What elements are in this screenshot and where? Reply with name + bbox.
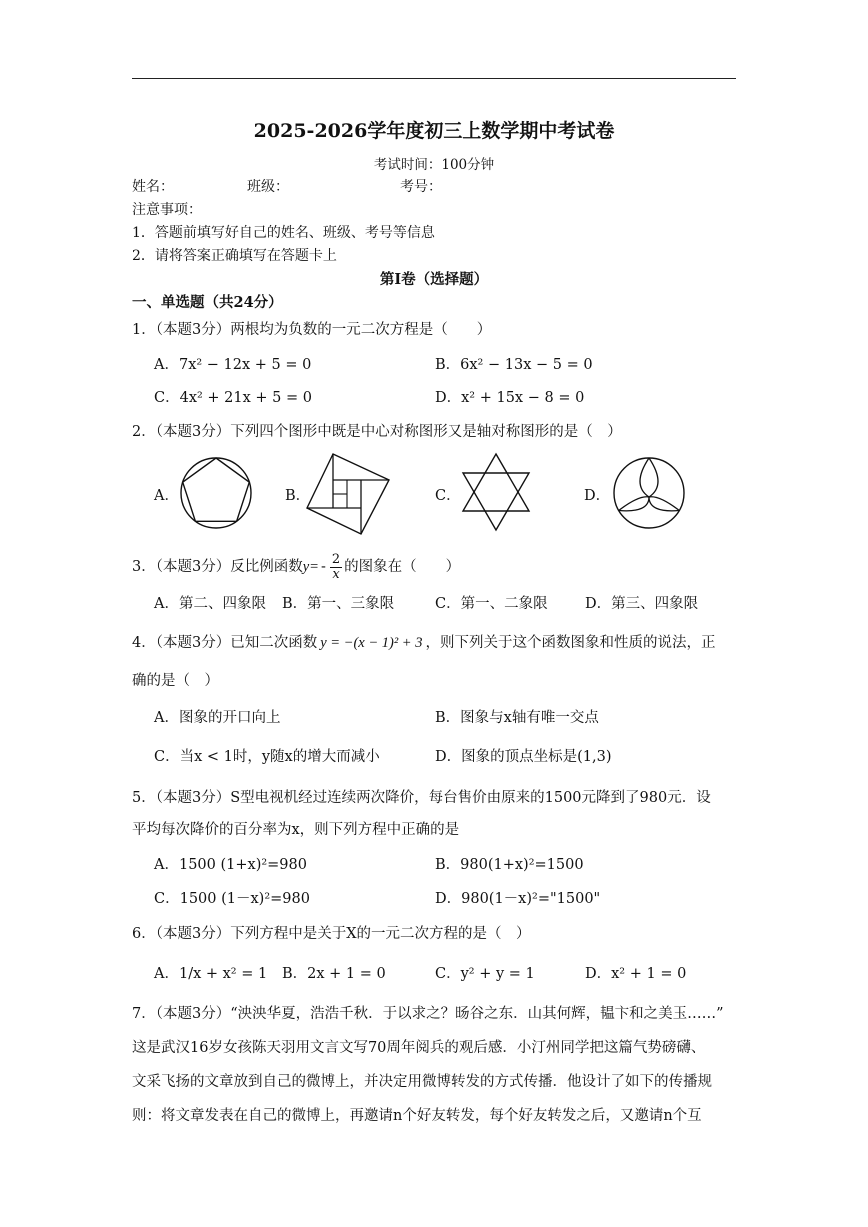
question-1-option-b: B．6x² − 13x − 5 = 0 xyxy=(435,357,593,373)
three-arc-circle-figure xyxy=(611,455,687,531)
question-3-func-sign: - xyxy=(320,559,326,576)
question-2-label-a: A． xyxy=(154,488,179,504)
question-4-stem-line2: 确的是（ ） xyxy=(132,673,219,689)
question-6-option-d: D．x² + 1 = 0 xyxy=(585,966,687,982)
question-6-option-a: A．1/x + x² = 1 xyxy=(154,966,268,982)
question-7-stem-line: 文采飞扬的文章放到自己的微博上，并决定用微博转发的方式传播．他设计了如下的传播规 xyxy=(132,1074,712,1090)
question-3-option-a: A．第二、四象限 xyxy=(154,596,266,612)
part-title: 一、单选题（共24分） xyxy=(132,294,283,311)
question-4-option-d: D．图象的顶点坐标是(1,3) xyxy=(435,749,612,765)
class-label: 班级： xyxy=(247,179,289,195)
pentagon-in-circle-figure xyxy=(178,455,254,531)
question-7-stem-line: 这是武汉16岁女孩陈天羽用文言文写70周年阅兵的观后感．小汀州同学把这篇气势磅礴、 xyxy=(132,1040,706,1056)
question-5-option-b: B．980(1+x)²=1500 xyxy=(435,857,584,873)
question-7-stem-line: 则：将文章发表在自己的微博上，再邀请n个好友转发，每个好友转发之后，又邀请n个互 xyxy=(132,1108,702,1124)
name-label: 姓名： xyxy=(132,179,174,195)
question-1-option-c: C．4x² + 21x + 5 = 0 xyxy=(154,390,312,406)
question-5-stem-line2: 平均每次降价的百分率为x，则下列方程中正确的是 xyxy=(132,822,460,838)
square-pinwheel-figure xyxy=(305,452,391,536)
question-3-func-lhs: y= xyxy=(302,559,319,576)
header-rule xyxy=(132,78,736,79)
question-6-stem: 6．（本题3分）下列方程中是关于X的一元二次方程的是（ ） xyxy=(132,926,531,942)
question-3-option-d: D．第三、四象限 xyxy=(585,596,699,612)
question-4-stem xyxy=(132,631,715,652)
question-1-stem: 1．（本题3分）两根均为负数的一元二次方程是（ ） xyxy=(132,322,492,338)
question-3-option-b: B．第一、三象限 xyxy=(282,596,395,612)
question-5-option-d: D．980(1－x)²="1500" xyxy=(435,891,601,907)
question-2-label-c: C． xyxy=(435,488,461,504)
volume-title: 第I卷（选择题） xyxy=(379,271,489,288)
note-item: 2．请将答案正确填写在答题卡上 xyxy=(132,248,337,264)
question-2-stem: 2．（本题3分）下列四个图形中既是中心对称图形又是轴对称图形的是（ ） xyxy=(132,424,622,440)
question-3-fraction xyxy=(330,553,342,581)
question-4-option-a: A．图象的开口向上 xyxy=(154,710,281,726)
question-6-option-c: C．y² + y = 1 xyxy=(435,966,535,982)
question-5-option-a: A．1500 (1+x)²=980 xyxy=(154,857,307,873)
question-1-option-a: A．7x² − 12x + 5 = 0 xyxy=(154,357,312,373)
question-4-option-b: B．图象与x轴有唯一交点 xyxy=(435,710,599,726)
question-5-option-c: C．1500 (1－x)²=980 xyxy=(154,891,310,907)
question-1-option-d: D．x² + 15x − 8 = 0 xyxy=(435,390,585,406)
question-4-option-c: C．当x < 1时，y随x的增大而减小 xyxy=(154,749,380,765)
question-3-suffix: 的图象在（ ） xyxy=(344,559,461,576)
question-2-label-d: D． xyxy=(584,488,611,504)
hexagram-figure xyxy=(458,452,534,532)
note-item: 1．答题前填写好自己的姓名、班级、考号等信息 xyxy=(132,225,435,241)
notes-heading: 注意事项： xyxy=(132,202,202,218)
exam-time: 考试时间：100分钟 xyxy=(373,157,495,173)
question-3-prefix: 3．（本题3分）反比例函数 xyxy=(132,559,303,576)
question-3-option-c: C．第一、二象限 xyxy=(435,596,548,612)
question-4-function: y = −(x − 1)² + 3 xyxy=(320,635,423,651)
question-4-suffix: ，则下列关于这个函数图象和性质的说法，正 xyxy=(425,635,716,651)
question-4-prefix: 4．（本题3分）已知二次函数 xyxy=(132,635,318,651)
fraction-numerator: 2 xyxy=(331,552,341,567)
question-5-stem: 5．（本题3分）S型电视机经过连续两次降价，每台售价由原来的1500元降到了980元．设 xyxy=(132,790,711,806)
exam-title: 2025-2026学年度初三上数学期中考试卷 xyxy=(253,120,615,142)
number-label: 考号： xyxy=(400,179,442,195)
question-3-stem xyxy=(132,553,460,581)
question-7-stem: 7．（本题3分）“泱泱华夏，浩浩千秋．于以求之？旸谷之东．山其何辉，韫卞和之美玉……” xyxy=(132,1006,724,1022)
question-6-option-b: B．2x + 1 = 0 xyxy=(282,966,386,982)
question-2-label-b: B． xyxy=(285,488,311,504)
fraction-denominator: x xyxy=(332,566,340,582)
